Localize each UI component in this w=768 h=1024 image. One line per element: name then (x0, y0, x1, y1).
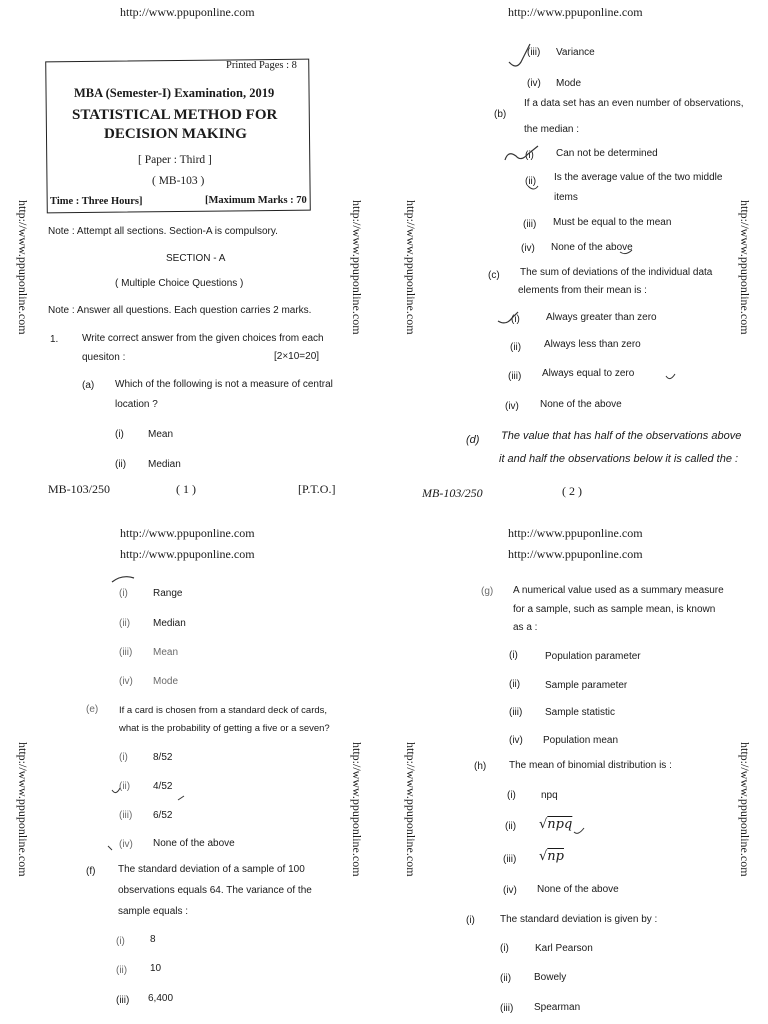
option-number: (ii) (509, 679, 521, 690)
subquestion-text-line1: If a card is chosen from a standard deck of cards, (119, 705, 328, 716)
option-text: Karl Pearson (535, 943, 593, 954)
subquestion-text-line2: observations equals 64. The variance of the (118, 885, 312, 896)
option-number: (iii) (119, 810, 133, 821)
footer-page-number: ( 2 ) (562, 484, 582, 498)
instruction-note-2: Note : Answer all questions. Each question carries 2 marks. (48, 305, 312, 316)
instruction-note-1: Note : Attempt all sections. Section-A is compulsory. (48, 226, 278, 237)
page4-url-header: http://www.ppuponline.com (508, 526, 643, 540)
subquestion-label: (d) (466, 434, 480, 446)
option-number: (i) (119, 752, 128, 763)
option-number: (ii) (115, 459, 127, 470)
option-text: Always less than zero (544, 339, 641, 350)
paper-code: ( MB-103 ) (152, 175, 205, 187)
option-number: (iv) (505, 401, 519, 412)
sqrt-np-option: √np (539, 849, 564, 864)
option-text: Mean (148, 429, 174, 440)
side-url-7: http://www.ppuponline.com (404, 742, 418, 877)
option-number: (iv) (521, 243, 535, 254)
section-subheading: ( Multiple Choice Questions ) (115, 278, 244, 289)
option-text: Population mean (543, 735, 619, 746)
subquestion-label: (c) (488, 270, 500, 281)
option-text: None of the above (537, 884, 619, 895)
option-text: Sample parameter (545, 680, 628, 691)
option-number: (i) (525, 150, 534, 161)
side-url-5: http://www.ppuponline.com (16, 742, 30, 877)
subquestion-text-line1: The mean of binomial distribution is : (509, 760, 672, 771)
page2-url-header: http://www.ppuponline.com (508, 5, 643, 19)
subquestion-text-line1: If a data set has an even number of observations, (524, 98, 744, 109)
option-number: (i) (116, 936, 125, 947)
option-number: (iii) (503, 854, 517, 865)
pen-tick-mark (498, 312, 518, 323)
option-number: (iv) (503, 885, 517, 896)
option-text: Spearman (534, 1002, 581, 1013)
option-number: (i) (507, 790, 516, 801)
option-text: Always greater than zero (546, 312, 657, 323)
footer-paper-code: MB-103/250 (48, 482, 111, 496)
option-text: 4/52 (153, 781, 173, 792)
option-number: (iii) (500, 1003, 514, 1014)
pen-tick-mark (178, 796, 184, 800)
subquestion-text-line1: The standard deviation of a sample of 100 (118, 864, 305, 875)
question-number: 1. (50, 334, 59, 345)
paper-number: [ Paper : Third ] (138, 154, 212, 166)
option-number: (i) (509, 650, 518, 661)
question-text-line2: quesiton : (82, 352, 126, 363)
subquestion-text-line2: the median : (524, 124, 580, 135)
subquestion-text-line2: what is the probability of getting a five or a seven? (119, 723, 330, 734)
printed-pages: Printed Pages : 8 (226, 60, 297, 71)
pen-tick-mark (505, 146, 538, 160)
option-text: Mode (556, 78, 582, 89)
subquestion-text-line1: The value that has half of the observations above (501, 430, 742, 442)
option-number: (i) (115, 429, 124, 440)
option-text: Mode (153, 676, 179, 687)
option-text: Range (153, 588, 183, 599)
option-text: Always equal to zero (542, 368, 635, 379)
subquestion-label: (f) (86, 866, 96, 877)
option-text: 6,400 (148, 993, 174, 1004)
option-text: 8/52 (153, 752, 173, 763)
option-text: 8 (150, 934, 156, 945)
subquestion-text-line3: sample equals : (118, 906, 189, 917)
subquestion-text-line2: elements from their mean is : (518, 285, 647, 296)
option-text: Median (148, 459, 181, 470)
pen-tick-mark (620, 250, 632, 254)
page1-url-header: http://www.ppuponline.com (120, 5, 255, 19)
footer-paper-code: MB-103/250 (422, 486, 483, 500)
pen-tick-mark (112, 577, 134, 582)
footer-page-number: ( 1 ) (176, 482, 196, 496)
pen-tick-mark (112, 788, 120, 793)
page4-url-header-2: http://www.ppuponline.com (508, 547, 643, 561)
subquestion-label: (i) (466, 915, 475, 926)
option-text: 10 (150, 963, 162, 974)
subquestion-text-line2: for a sample, such as sample mean, is known (513, 604, 716, 615)
option-text: Can not be determined (556, 148, 658, 159)
option-number: (ii) (500, 973, 512, 984)
side-url-1: http://www.ppuponline.com (16, 200, 30, 335)
option-text: Population parameter (545, 651, 641, 662)
option-number: (iv) (119, 676, 133, 687)
option-number: (iv) (509, 735, 523, 746)
option-text: None of the above (551, 242, 633, 253)
side-url-6: http://www.ppuponline.com (350, 742, 364, 877)
option-number: (iii) (523, 219, 537, 230)
side-url-4: http://www.ppuponline.com (738, 200, 752, 335)
option-text: Must be equal to the mean (553, 217, 672, 228)
option-text: npq (541, 790, 558, 801)
option-number: (ii) (505, 821, 517, 832)
option-text: Median (153, 618, 186, 629)
side-url-3: http://www.ppuponline.com (404, 200, 418, 335)
subquestion-text-line3: as a : (513, 622, 538, 633)
pen-tick-mark (108, 846, 112, 850)
side-url-2: http://www.ppuponline.com (350, 200, 364, 335)
option-number: (iii) (119, 647, 133, 658)
subquestion-text-line1: A numerical value used as a summary measure (513, 585, 724, 596)
subquestion-text-line2: location ? (115, 399, 158, 410)
option-number: (iii) (509, 707, 523, 718)
option-number: (i) (511, 314, 520, 325)
subquestion-text-line2: it and half the observations below it is called the : (499, 453, 739, 465)
page3-url-header-2: http://www.ppuponline.com (120, 547, 255, 561)
exam-name: MBA (Semester-I) Examination, 2019 (74, 86, 275, 100)
option-number: (iv) (119, 839, 133, 850)
option-text: 6/52 (153, 810, 173, 821)
option-number: (i) (500, 943, 509, 954)
pen-tick-mark (509, 44, 530, 66)
option-text: Bowely (534, 972, 567, 983)
option-text: Sample statistic (545, 707, 616, 718)
pen-tick-mark (666, 374, 675, 379)
option-number: (iii) (508, 371, 522, 382)
option-text: items (554, 192, 578, 203)
section-heading: SECTION - A (166, 253, 226, 264)
sqrt-npq-option: √npq (539, 817, 573, 832)
option-text: npq (547, 817, 573, 832)
question-text-line1: Write correct answer from the given choices from each (82, 333, 324, 344)
option-number: (ii) (116, 965, 128, 976)
subquestion-text-line1: The sum of deviations of the individual data (520, 267, 713, 278)
option-text: Mean (153, 647, 179, 658)
page3-url-header: http://www.ppuponline.com (120, 526, 255, 540)
subquestion-label: (a) (82, 380, 95, 391)
pen-tick-mark (574, 828, 584, 833)
option-number: (i) (119, 588, 128, 599)
option-number: (ii) (510, 342, 522, 353)
option-text: Variance (556, 47, 595, 58)
option-text: Is the average value of the two middle (554, 172, 723, 183)
option-number: (ii) (525, 176, 537, 187)
subquestion-label: (e) (86, 704, 99, 715)
paper-title-line2: DECISION MAKING (104, 126, 247, 142)
option-text: None of the above (540, 399, 622, 410)
subquestion-label: (g) (481, 586, 494, 597)
option-number: (iii) (116, 995, 130, 1006)
exam-time: Time : Three Hours] (50, 196, 143, 207)
paper-title-line1: STATISTICAL METHOD FOR (72, 107, 278, 123)
option-text: None of the above (153, 838, 235, 849)
pen-tick-mark (528, 186, 538, 189)
option-number: (ii) (119, 781, 131, 792)
footer-pto: [P.T.O.] (298, 482, 336, 496)
question-marks: [2×10=20] (274, 351, 320, 362)
subquestion-label: (b) (494, 109, 507, 120)
side-url-8: http://www.ppuponline.com (738, 742, 752, 877)
subquestion-text-line1: The standard deviation is given by : (500, 914, 658, 925)
option-text: np (547, 849, 564, 864)
maximum-marks: [Maximum Marks : 70 (205, 195, 307, 206)
option-number: (ii) (119, 618, 131, 629)
subquestion-label: (h) (474, 761, 487, 772)
subquestion-text-line1: Which of the following is not a measure of central (115, 379, 333, 390)
option-number: (iii) (527, 47, 541, 58)
option-number: (iv) (527, 78, 541, 89)
